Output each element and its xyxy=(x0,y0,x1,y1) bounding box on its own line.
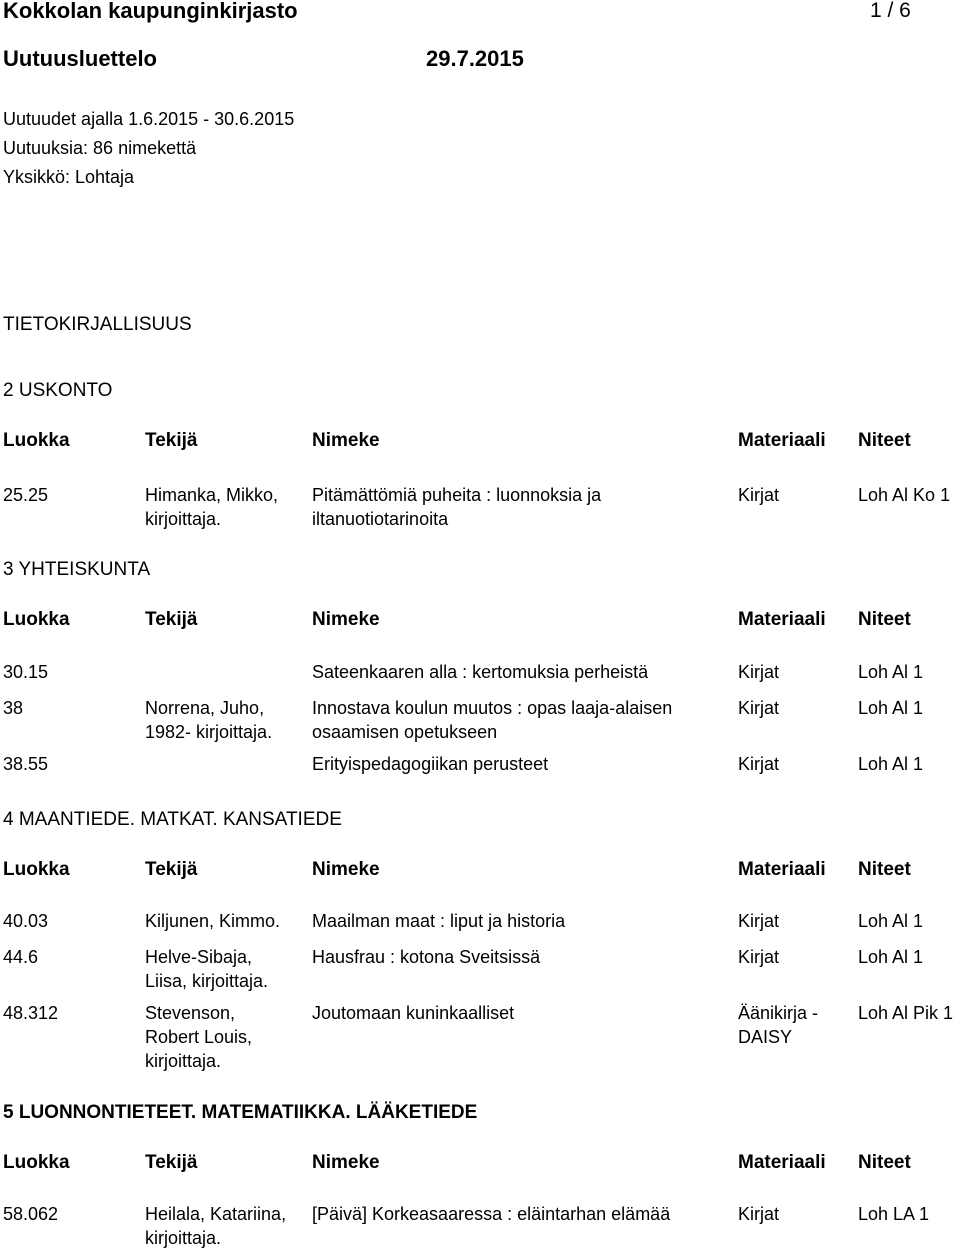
cell-nimeke: Maailman maat : liput ja historia xyxy=(312,911,566,931)
cell-materiaali: Kirjat xyxy=(738,754,780,774)
cell-niteet: Loh Al Pik 1 xyxy=(858,1003,954,1023)
cell-materiaali: Kirjat xyxy=(738,911,780,931)
section-title: 5 LUONNONTIETEET. MATEMATIIKKA. LÄÄKETIEDE xyxy=(3,1102,478,1123)
column-header-materiaali: Materiaali xyxy=(738,609,826,630)
column-header-materiaali: Materiaali xyxy=(738,430,826,451)
cell-niteet: Loh Al 1 xyxy=(858,754,924,774)
cell-luokka: 40.03 xyxy=(3,911,49,931)
column-header-tekija: Tekijä xyxy=(145,430,198,451)
cell-tekija: Stevenson, Robert Louis, kirjoittaja. xyxy=(145,1003,253,1071)
column-header-nimeke: Nimeke xyxy=(312,859,380,880)
main-category: TIETOKIRJALLISUUS xyxy=(3,314,192,335)
section-title: 2 USKONTO xyxy=(3,380,113,401)
column-header-tekija: Tekijä xyxy=(145,859,198,880)
cell-niteet: Loh Al 1 xyxy=(858,662,924,682)
column-header-luokka: Luokka xyxy=(3,859,70,880)
page-number: 1 / 6 xyxy=(870,0,911,22)
cell-niteet: Loh Al 1 xyxy=(858,911,924,931)
section-title: 4 MAANTIEDE. MATKAT. KANSATIEDE xyxy=(3,809,342,830)
column-header-luokka: Luokka xyxy=(3,609,70,630)
column-header-niteet: Niteet xyxy=(858,609,911,630)
cell-luokka: 38 xyxy=(3,698,24,718)
cell-niteet: Loh Al 1 xyxy=(858,698,924,718)
cell-nimeke: Innostava koulun muutos : opas laaja-alaisen osaamisen opetukseen xyxy=(312,698,673,742)
info-count: Uutuuksia: 86 nimekettä xyxy=(3,138,197,158)
cell-materiaali: Kirjat xyxy=(738,1204,780,1224)
cell-nimeke: Joutomaan kuninkaalliset xyxy=(312,1003,515,1023)
cell-niteet: Loh Al Ko 1 xyxy=(858,485,951,505)
column-header-materiaali: Materiaali xyxy=(738,1152,826,1173)
cell-materiaali: Kirjat xyxy=(738,485,780,505)
cell-tekija: Kiljunen, Kimmo. xyxy=(145,911,281,931)
cell-nimeke: Erityispedagogiikan perusteet xyxy=(312,754,549,774)
column-header-niteet: Niteet xyxy=(858,430,911,451)
column-header-niteet: Niteet xyxy=(858,1152,911,1173)
cell-niteet: Loh LA 1 xyxy=(858,1204,930,1224)
cell-materiaali: Äänikirja - DAISY xyxy=(738,1003,819,1047)
list-title: Uutuusluettelo xyxy=(3,46,157,71)
library-name: Kokkolan kaupunginkirjasto xyxy=(3,0,298,23)
list-date: 29.7.2015 xyxy=(426,46,524,71)
cell-luokka: 44.6 xyxy=(3,947,39,967)
column-header-luokka: Luokka xyxy=(3,1152,70,1173)
cell-luokka: 38.55 xyxy=(3,754,49,774)
column-header-tekija: Tekijä xyxy=(145,609,198,630)
cell-materiaali: Kirjat xyxy=(738,698,780,718)
cell-tekija: Heilala, Katariina, kirjoittaja. xyxy=(145,1204,287,1248)
column-header-materiaali: Materiaali xyxy=(738,859,826,880)
cell-tekija: Helve-Sibaja, Liisa, kirjoittaja. xyxy=(145,947,269,991)
cell-tekija: Norrena, Juho, 1982- kirjoittaja. xyxy=(145,698,273,742)
info-period: Uutuudet ajalla 1.6.2015 - 30.6.2015 xyxy=(3,109,295,129)
section-title: 3 YHTEISKUNTA xyxy=(3,559,151,580)
column-header-niteet: Niteet xyxy=(858,859,911,880)
cell-materiaali: Kirjat xyxy=(738,947,780,967)
column-header-nimeke: Nimeke xyxy=(312,609,380,630)
cell-materiaali: Kirjat xyxy=(738,662,780,682)
cell-nimeke: Pitämättömiä puheita : luonnoksia ja iltanuotiotarinoita xyxy=(312,485,602,529)
info-unit: Yksikkö: Lohtaja xyxy=(3,167,135,187)
column-header-tekija: Tekijä xyxy=(145,1152,198,1173)
cell-niteet: Loh Al 1 xyxy=(858,947,924,967)
cell-tekija: Himanka, Mikko, kirjoittaja. xyxy=(145,485,279,529)
cell-luokka: 48.312 xyxy=(3,1003,59,1023)
cell-luokka: 25.25 xyxy=(3,485,49,505)
column-header-nimeke: Nimeke xyxy=(312,1152,380,1173)
cell-nimeke: Hausfrau : kotona Sveitsissä xyxy=(312,947,541,967)
cell-luokka: 30.15 xyxy=(3,662,49,682)
column-header-luokka: Luokka xyxy=(3,430,70,451)
cell-nimeke: Sateenkaaren alla : kertomuksia perheistä xyxy=(312,662,649,682)
cell-luokka: 58.062 xyxy=(3,1204,59,1224)
cell-nimeke: [Päivä] Korkeasaaressa : eläintarhan elämää xyxy=(312,1204,671,1224)
column-header-nimeke: Nimeke xyxy=(312,430,380,451)
